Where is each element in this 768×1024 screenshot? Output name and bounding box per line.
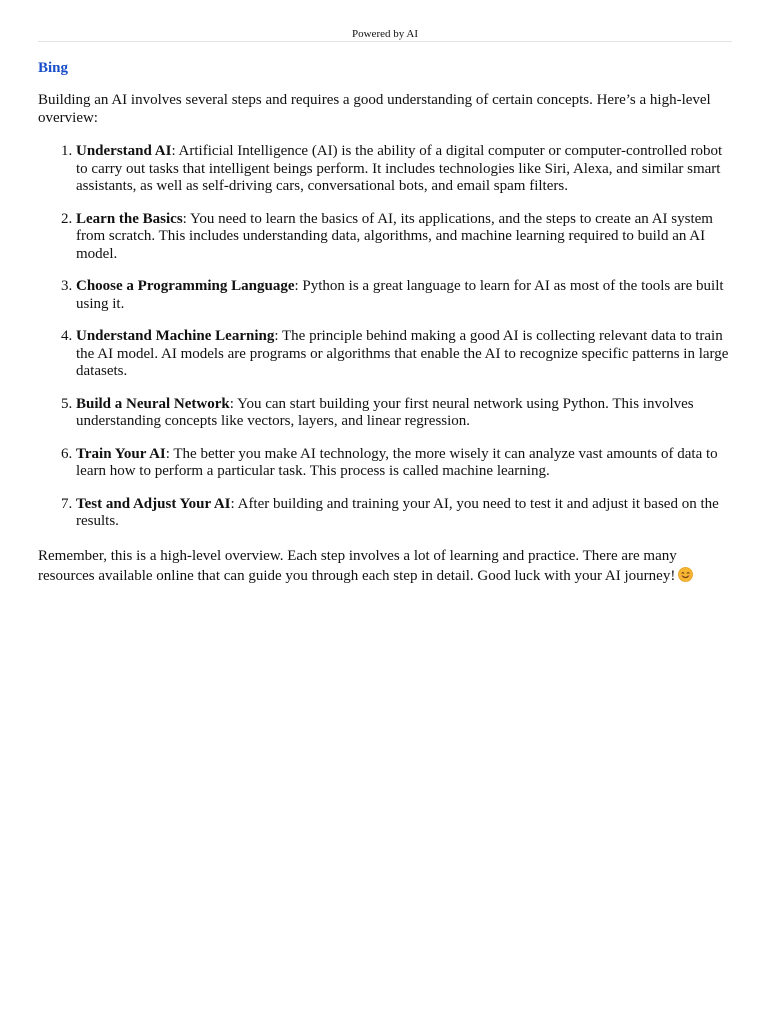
step-text: : You can start building your first neural network using Python. This involves understanding concepts like vectors, layers, and linear regression.	[76, 395, 694, 429]
list-item	[76, 143, 732, 196]
list-item	[76, 328, 732, 381]
list-item	[76, 446, 732, 481]
step-text: : Artificial Intelligence (AI) is the ability of a digital computer or computer-controlled robot to carry out tasks that intelligent beings perform. It includes technologies like Siri, Alexa, and similar smart assistants, as well as self-driving cars, conversational bots, and email spam filters.	[76, 143, 723, 194]
step-title: Choose a Programming Language	[76, 278, 295, 294]
list-item	[76, 496, 732, 531]
step-title: Understand AI	[76, 143, 172, 159]
source-label: Bing	[38, 60, 69, 76]
intro-paragraph: Building an AI involves several steps and requires a good understanding of certain concepts. Here’s a high-level overview:	[38, 92, 711, 126]
list-item	[76, 211, 732, 264]
document-page	[38, 0, 732, 586]
step-text: : You need to learn the basics of AI, its applications, and the steps to create an AI system from scratch. This includes understanding data, algorithms, and machine learning required to build an AI model.	[76, 210, 713, 262]
outro-paragraph	[38, 546, 732, 586]
step-text: : After building and training your AI, you need to test it and adjust it based on the results.	[76, 495, 719, 529]
step-title: Build a Neural Network	[76, 395, 230, 412]
step-title: Learn the Basics	[76, 210, 183, 227]
step-title: Test and Adjust Your AI	[76, 495, 231, 512]
steps-list	[38, 143, 732, 531]
step-text: : The better you make AI technology, the more wisely it can analyze vast amounts of data to learn how to perform a particular task. This process is called machine learning.	[76, 445, 718, 479]
step-title: Train Your AI	[76, 445, 166, 462]
step-title: Understand Machine Learning	[76, 328, 275, 344]
list-item	[76, 278, 732, 313]
list-item	[76, 396, 732, 431]
outro-text: Remember, this is a high-level overview. Each step involves a lot of learning and practice. There are many resources available online that can guide you through each step in detail. Good luck with your AI journey!	[38, 547, 677, 584]
powered-by-header: Powered by AI	[38, 0, 732, 42]
step-text: : Python is a great language to learn for AI as most of the tools are built using it.	[76, 278, 724, 312]
smiling-face-icon	[678, 567, 693, 582]
step-text: : The principle behind making a good AI is collecting relevant data to train the AI model. AI models are programs or algorithms that enable the AI to recognize specific patterns in large datasets.	[76, 328, 729, 379]
